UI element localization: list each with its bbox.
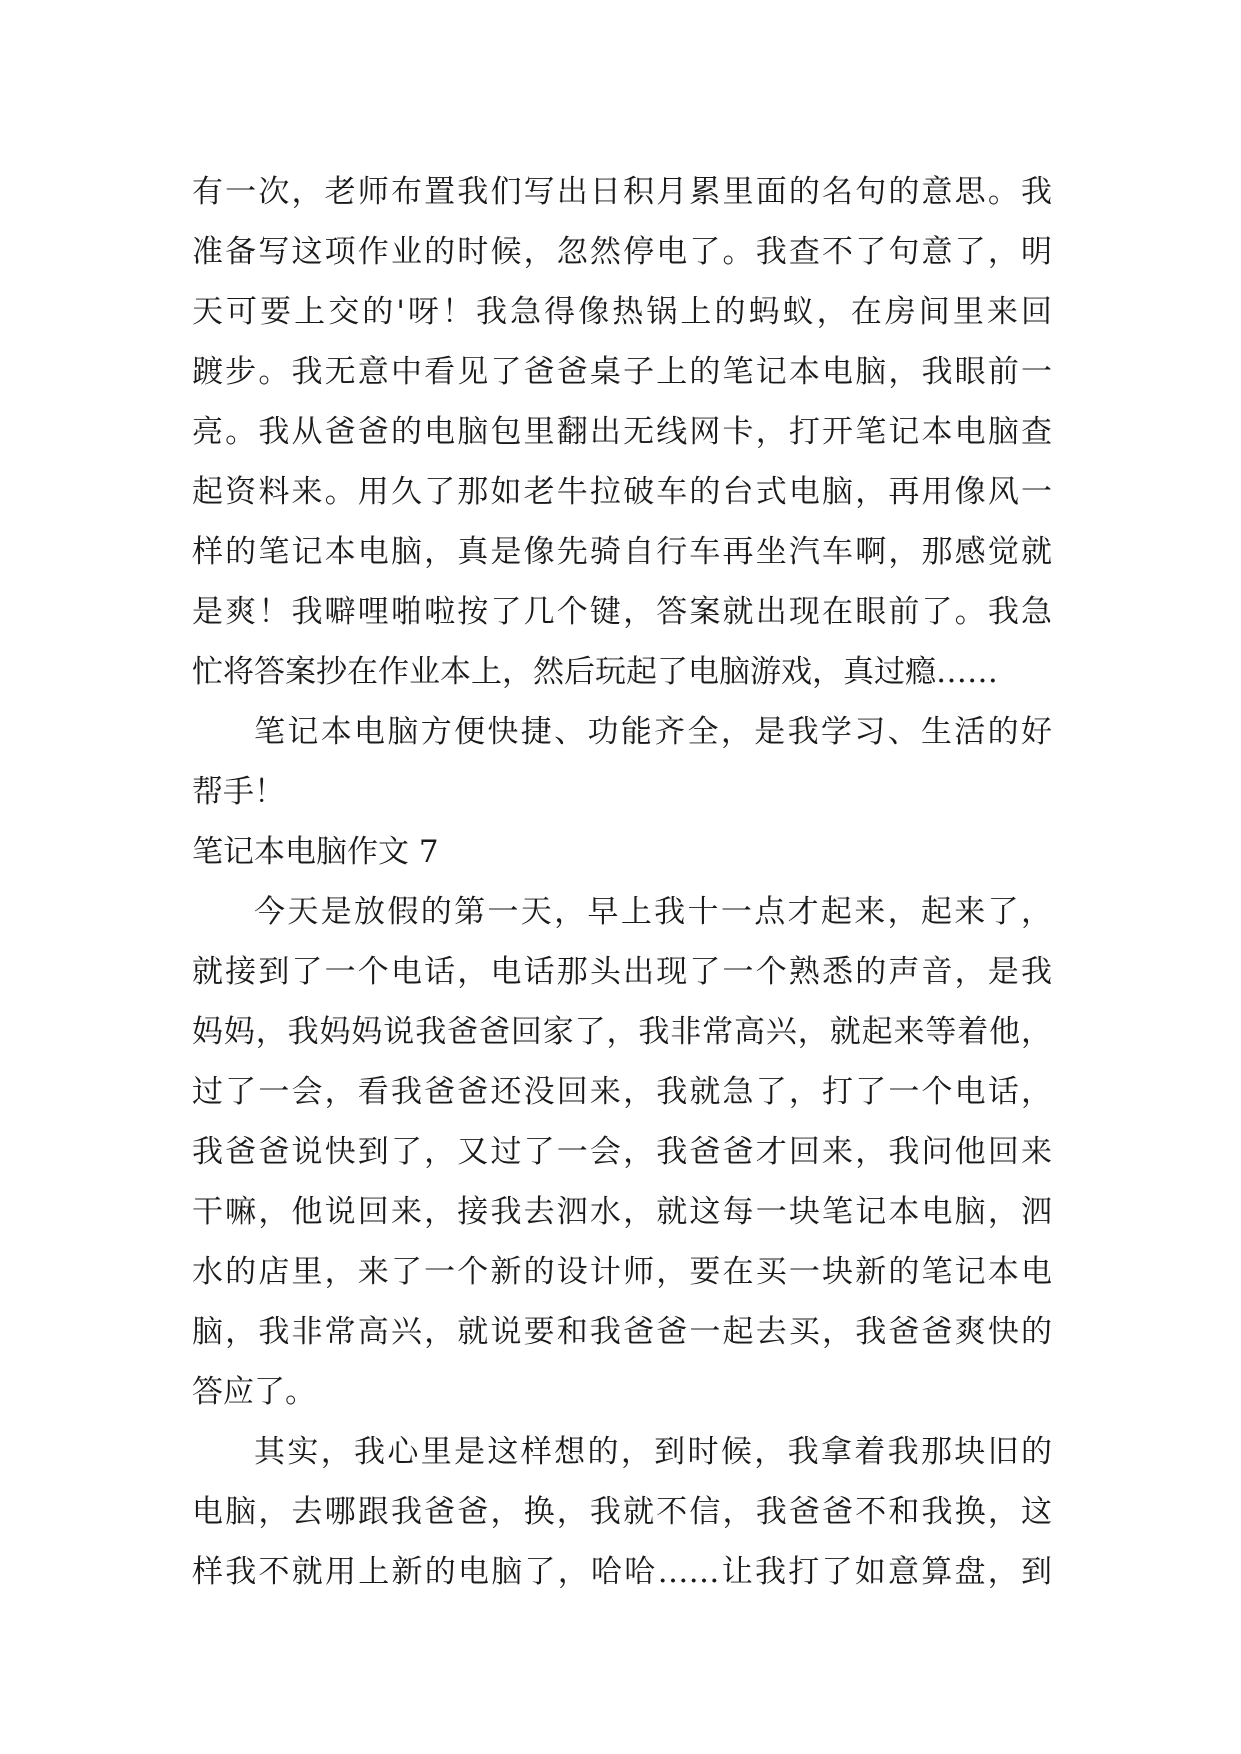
text-line: 妈妈，我妈妈说我爸爸回家了，我非常高兴，就起来等着他， <box>192 1014 1052 1050</box>
text-line: 脑，我非常高兴，就说要和我爸爸一起去买，我爸爸爽快的 <box>192 1314 1052 1350</box>
text-line: 亮。我从爸爸的电脑包里翻出无线网卡，打开笔记本电脑查 <box>192 414 1052 450</box>
text-line: 水的店里，来了一个新的设计师，要在买一块新的笔记本电 <box>192 1254 1052 1290</box>
text-line: 电脑，去哪跟我爸爸，换，我就不信，我爸爸不和我换，这 <box>192 1494 1052 1530</box>
paragraph-1 <box>192 162 1052 702</box>
text-line: 答应了。 <box>192 1374 316 1410</box>
paragraph-4 <box>192 1422 1052 1602</box>
text-line: 今天是放假的第一天，早上我十一点才起来，起来了， <box>254 894 1052 930</box>
text-line: 帮手！ <box>192 774 285 810</box>
text-line: 就接到了一个电话，电话那头出现了一个熟悉的声音，是我 <box>192 954 1052 990</box>
paragraph-3 <box>192 882 1052 1422</box>
section-title: 笔记本电脑作文 7 <box>192 834 439 870</box>
text-line: 干嘛，他说回来，接我去泗水，就这每一块笔记本电脑，泗 <box>192 1194 1052 1230</box>
text-line: 笔记本电脑方便快捷、功能齐全，是我学习、生活的好 <box>254 714 1052 750</box>
text-line: 我爸爸说快到了，又过了一会，我爸爸才回来，我问他回来 <box>192 1134 1052 1170</box>
text-line: 踱步。我无意中看见了爸爸桌子上的笔记本电脑，我眼前一 <box>192 354 1052 390</box>
text-line: 其实，我心里是这样想的，到时候，我拿着我那块旧的 <box>254 1434 1052 1470</box>
text-line: 样我不就用上新的电脑了，哈哈……让我打了如意算盘，到 <box>192 1554 1052 1590</box>
text-line: 起资料来。用久了那如老牛拉破车的台式电脑，再用像风一 <box>192 474 1052 510</box>
document-body <box>192 162 1052 1602</box>
text-line: 准备写这项作业的时候，忽然停电了。我查不了句意了，明 <box>192 234 1052 270</box>
text-line: 样的笔记本电脑，真是像先骑自行车再坐汽车啊，那感觉就 <box>192 534 1052 570</box>
text-line: 是爽！我噼哩啪啦按了几个键，答案就出现在眼前了。我急 <box>192 594 1052 630</box>
paragraph-2 <box>192 702 1052 822</box>
text-line: 过了一会，看我爸爸还没回来，我就急了，打了一个电话， <box>192 1074 1052 1110</box>
text-line: 天可要上交的'呀！我急得像热锅上的蚂蚁，在房间里来回 <box>192 294 1052 330</box>
text-line: 忙将答案抄在作业本上，然后玩起了电脑游戏，真过瘾…… <box>192 654 998 690</box>
text-line: 有一次，老师布置我们写出日积月累里面的名句的意思。我 <box>192 174 1052 210</box>
